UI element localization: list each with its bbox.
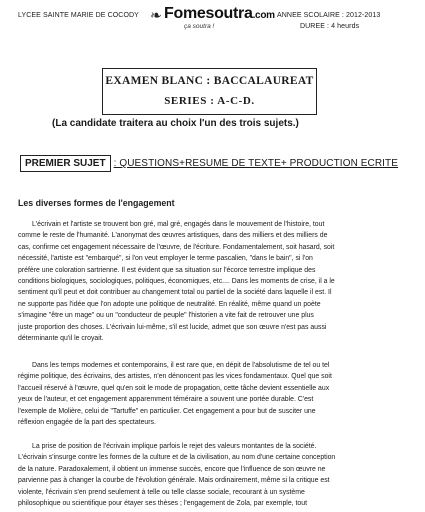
paragraph-3: [18, 441, 410, 509]
exam-title-box: [102, 68, 317, 115]
text-line: l'exemple de Molière, celui de "Tartuffe" en particulier. Cet engagement a pour but de susciter une: [18, 407, 316, 415]
paragraph-1: [18, 219, 410, 344]
subject-heading: [20, 155, 398, 172]
text-line: sentiment qu'il peut et doit contribuer au changement total ou partiel de la société dans laquelle il est. Il: [18, 289, 332, 297]
text-line: La prise de position de l'écrivain implique parfois le rejet des valeurs montantes de la société.: [32, 443, 317, 450]
exam-title: EXAMEN BLANC : BACCALAUREAT: [105, 75, 314, 87]
text-line: déterminante qu'il le croyait.: [18, 334, 104, 342]
logo-leaf-icon: ❧: [150, 7, 162, 23]
text-line: juste proportion des choses. L'écrivain lui-même, s'il est lucide, admet que son œuvre n'est pas aussi: [18, 323, 327, 331]
text-line: préfère une coloration sartrienne. Il est évident que sa situation sur l'écorce terrestre implique des: [18, 266, 316, 274]
text-line: Dans les temps modernes et contemporains, il est rare que, en dépit de l'absolutisme de tel ou tel: [32, 362, 330, 369]
fomesoutra-logo: [150, 5, 275, 33]
text-line: ne supporte pas l'idée que l'on adopte une politique de neutralité. En réalité, même quand un poète: [18, 300, 321, 308]
text-line: philosophique ou scientifique pour étayer ses thèses ; l'engagement de Zola, par exemple, tout: [18, 499, 307, 507]
text-line: parvienne pas à changer la courbe de l'évolution générale. Mais ordinairement, même si la critique est: [18, 477, 330, 485]
text-line: conditions biologiques, sociologiques, politiques, économiques, etc.... Dans les moments de crise, il a le: [18, 277, 335, 285]
school-name: LYCEE SAINTE MARIE DE COCODY: [18, 12, 139, 19]
logo-name: Fomesoutra.com: [164, 5, 275, 22]
text-line: nécessité, l'artiste est "embarqué", si l'on veut employer le terme pascalien, "dans le bain", si l'on: [18, 255, 313, 263]
text-line: L'écrivain s'insurge contre les formes de la culture et de la civilisation, au nom d'une certaine conception: [18, 454, 336, 462]
text-line: l'accueil réservé à l'œuvre, quel qu'en soit le mode de propagation, cette tâche devient essentielle aux: [18, 384, 330, 392]
exam-instruction: (La candidate traitera au choix l'un des trois sujets.): [52, 118, 299, 129]
text-line: cas, confirme cet engagement nécessaire de l'œuvre, de l'écriture. Fondamentalement, soit hasard, soit: [18, 243, 335, 251]
text-line: s'imagine "être un mage" ou un "conducteur de peuple" l'historien a vite fait de retrouver une plus: [18, 312, 314, 320]
text-line: violente, l'écrivain s'en prend seulement à telle ou telle classe sociale, recourant à un système: [18, 488, 305, 496]
text-line: régime politique, des écrivains, des artistes, n'en dénoncent pas les vices fondamentaux. Quel que soit: [18, 373, 332, 381]
text-title: Les diverses formes de l'engagement: [18, 198, 175, 208]
text-line: L'écrivain et l'artiste se trouvent bon gré, mal gré, engagés dans le mouvement de l'histoire, tout: [32, 221, 325, 228]
subject-topics: : QUESTIONS+RESUME DE TEXTE+ PRODUCTION ECRITE: [113, 158, 399, 169]
text-line: comme le reste de l'humanité. L'anonymat des œuvres artistiques, dans des milliers et des milliers de: [18, 232, 328, 240]
text-line: yeux de l'auteur, et cet engagement apparemment téméraire a souvent une portée durable. C'est: [18, 396, 314, 404]
exam-series: SERIES : A-C-D.: [164, 95, 255, 107]
logo-tagline: ça soutra !: [184, 23, 215, 30]
school-year: ANNEE SCOLAIRE : 2012-2013: [277, 12, 381, 19]
exam-duration: DUREE : 4 heurds: [300, 23, 360, 30]
text-line: réflexion engagée de la part des spectateurs.: [18, 418, 156, 426]
paragraph-2: [18, 360, 410, 428]
subject-label: PREMIER SUJET: [20, 155, 111, 172]
text-line: de la nature. Paradoxalement, il obtient un immense succès, encore que l'influence de son œuvre ne: [18, 465, 326, 473]
